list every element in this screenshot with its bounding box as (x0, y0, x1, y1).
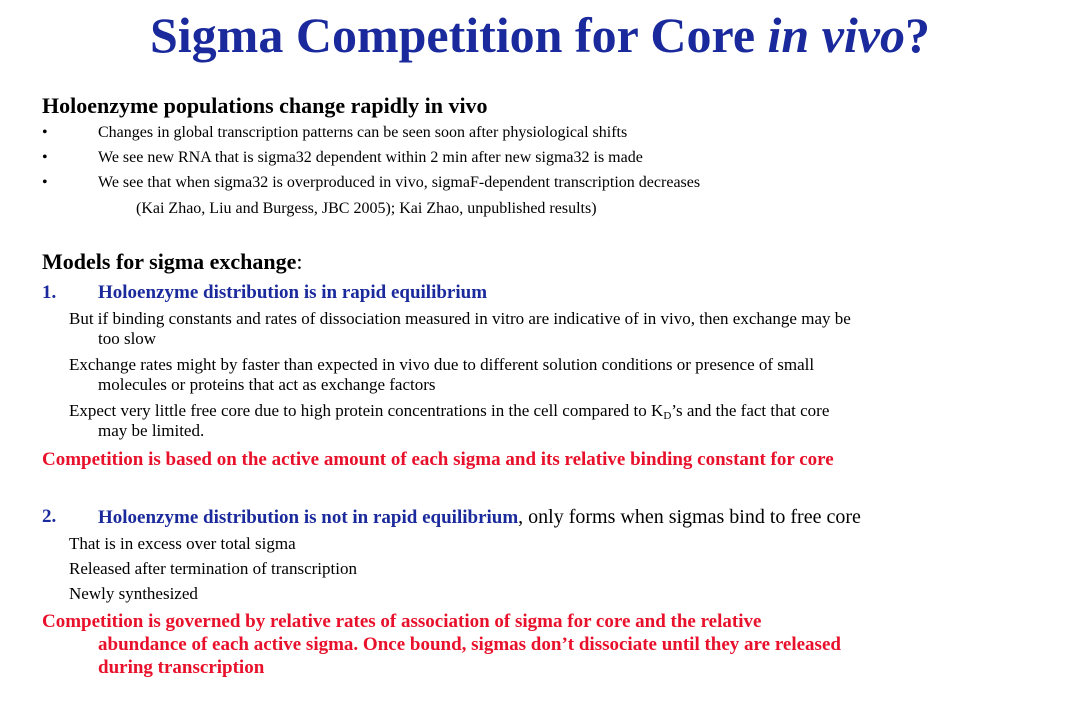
model1-point-3 (69, 401, 829, 441)
bullet-text: We see that when sigma32 is overproduced in vivo, sigmaF-dependent transcription decreases (98, 174, 701, 191)
model2-label: Holoenzyme distribution is not in rapid equilibrium (98, 507, 519, 528)
slide-title (0, 4, 1080, 66)
point-line: too slow (98, 329, 157, 348)
bullet-item (0, 123, 1080, 143)
bullet-dot: • (42, 124, 48, 141)
section2-heading (42, 249, 303, 275)
section2-heading-colon: : (296, 249, 303, 274)
model2-label-rest: , only forms when sigmas bind to free core (518, 506, 861, 528)
bullet-text: Changes in global transcription patterns can be seen soon after physiological shifts (98, 124, 628, 141)
point-line (69, 401, 829, 421)
bullet-dot: • (42, 149, 48, 166)
model2-point: That is in excess over total sigma (69, 534, 296, 553)
kd-subscript: D (663, 410, 672, 422)
bullet-item (0, 148, 1080, 168)
conclusion-line: Competition is governed by relative rates of association of sigma for core and the relative (42, 611, 762, 632)
point-line: But if binding constants and rates of dissociation measured in vitro are indicative of in vivo, then exchange may be (69, 309, 851, 328)
model1-point-1 (69, 309, 851, 349)
section1-heading: Holoenzyme populations change rapidly in vivo (42, 93, 488, 118)
point-text: ’s and the fact that core (671, 401, 830, 420)
model2-conclusion (42, 610, 841, 679)
model1-point-2 (69, 355, 814, 395)
title-text: Sigma Competition for Core (149, 7, 768, 63)
point-line: may be limited. (98, 421, 205, 440)
model1-heading (0, 281, 1080, 305)
bullet-dot: • (42, 174, 48, 191)
citation: (Kai Zhao, Liu and Burgess, JBC 2005); Kai Zhao, unpublished results) (136, 200, 597, 217)
model1-number: 1. (42, 282, 57, 303)
conclusion-line: abundance of each active sigma. Once bound, sigmas don’t dissociate until they are released (98, 634, 841, 655)
title-italic: in vivo (767, 7, 905, 63)
bullet-item (0, 173, 1080, 193)
point-text: Expect very little free core due to high protein concentrations in the cell compared to K (69, 401, 664, 420)
model2-label-wrap (98, 505, 861, 530)
model2-point: Released after termination of transcription (69, 559, 357, 578)
model2-heading (0, 505, 1080, 529)
model1-label: Holoenzyme distribution is in rapid equilibrium (98, 282, 488, 303)
bullet-text: We see new RNA that is sigma32 dependent within 2 min after new sigma32 is made (98, 149, 643, 166)
section2-heading-text: Models for sigma exchange (42, 249, 297, 274)
model2-number: 2. (42, 506, 57, 527)
model2-point: Newly synthesized (69, 584, 198, 603)
title-end: ? (905, 7, 930, 63)
model1-conclusion: Competition is based on the active amount of each sigma and its relative binding constant for core (42, 449, 834, 470)
point-line: molecules or proteins that act as exchange factors (98, 375, 436, 394)
point-line: Exchange rates might by faster than expected in vivo due to different solution conditions or presence of small (69, 355, 815, 374)
conclusion-line: during transcription (98, 657, 265, 678)
